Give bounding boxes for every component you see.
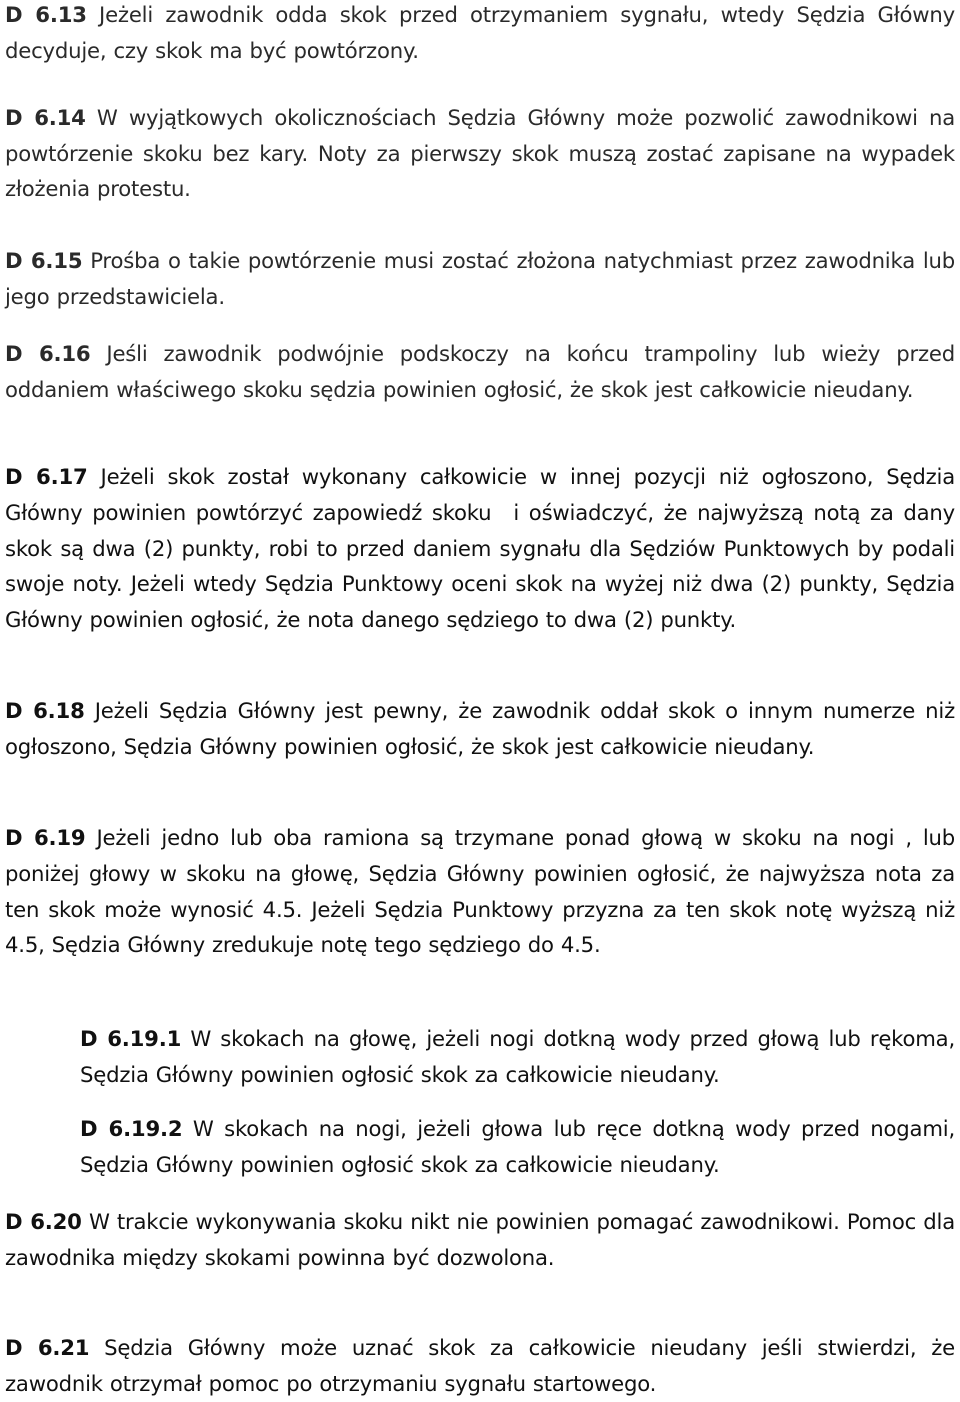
rule-text: W skokach na nogi, jeżeli głowa lub ręce dotkną wody przed nogami, Sędzia Główny powinien ogłosić skok za całkowicie nieudany. <box>80 1116 955 1177</box>
rule-d-6-19-1 <box>80 1021 955 1093</box>
rule-text: W skokach na głowę, jeżeli nogi dotkną wody przed głową lub rękoma, Sędzia Główny powinien ogłosić skok za całkowicie nieudany. <box>80 1026 956 1087</box>
rule-number: D 6.21 <box>5 1335 90 1360</box>
rule-number: D 6.19.1 <box>80 1026 182 1051</box>
rule-text: W wyjątkowych okolicznościach Sędzia Główny może pozwolić zawodnikowi na powtórzenie skoku bez kary. Noty za pierwszy skok muszą zostać zapisane na wypadek złożenia protestu. <box>5 105 955 201</box>
rule-text: Sędzia Główny może uznać skok za całkowicie nieudany jeśli stwierdzi, że zawodnik otrzymał pomoc po otrzymaniu sygnału startowego. <box>5 1335 955 1396</box>
rule-text: Prośba o takie powtórzenie musi zostać złożona natychmiast przez zawodnika lub jego przedstawiciela. <box>5 248 955 309</box>
rule-text: Jeżeli jedno lub oba ramiona są trzymane ponad głową w skoku na nogi , lub poniżej głowy w skoku na głowę, Sędzia Główny powinien ogłosić, że najwyższa nota za ten skok może wynosić 4.5. Jeżeli Sędzia Punktowy przyzna za ten skok notę wyższą niż 4.5, Sędzia Główny zredukuje notę tego sędziego do 4.5. <box>5 825 955 958</box>
rule-number: D 6.19 <box>5 825 86 850</box>
rule-d-6-13 <box>5 0 955 68</box>
rule-number: D 6.15 <box>5 248 83 273</box>
rule-d-6-15 <box>5 243 955 314</box>
rule-d-6-16 <box>5 336 955 407</box>
rule-d-6-19-2 <box>80 1111 955 1183</box>
rule-d-6-17 <box>5 459 955 638</box>
rule-number: D 6.18 <box>5 698 85 723</box>
rule-number: D 6.20 <box>5 1209 82 1234</box>
rule-text: Jeżeli zawodnik odda skok przed otrzymaniem sygnału, wtedy Sędzia Główny decyduje, czy skok ma być powtórzony. <box>5 2 955 63</box>
rule-d-6-21 <box>5 1330 955 1402</box>
rule-text: Jeśli zawodnik podwójnie podskoczy na końcu trampoliny lub wieży przed oddaniem właściwego skoku sędzia powinien ogłosić, że skok jest całkowicie nieudany. <box>5 341 955 402</box>
rule-text-continued: i oświadczyć, że najwyższą notą za dany skok są dwa (2) punkty, robi to przed daniem sygnału dla Sędziów Punktowych by podali swoje noty. Jeżeli wtedy Sędzia Punktowy oceni skok na wyżej niż dwa (2) punkty, Sędzia Główny powinien ogłosić, że nota danego sędziego to dwa (2) punkty. <box>5 499 955 633</box>
rule-number: D 6.14 <box>5 105 86 130</box>
rule-number: D 6.16 <box>5 341 91 366</box>
rule-number: D 6.13 <box>5 2 87 27</box>
rule-text: W trakcie wykonywania skoku nikt nie powinien pomagać zawodnikowi. Pomoc dla zawodnika między skokami powinna być dozwolona. <box>5 1209 955 1270</box>
rule-d-6-19 <box>5 820 955 963</box>
rule-d-6-18 <box>5 693 955 765</box>
rule-text: Jeżeli skok został wykonany całkowicie w innej pozycji niż ogłoszono, Sędzia Główny powinien powtórzyć zapowiedź skoku <box>5 464 955 525</box>
rule-number: D 6.17 <box>5 464 88 489</box>
rule-d-6-14 <box>5 100 955 207</box>
rule-number: D 6.19.2 <box>80 1116 183 1141</box>
rule-d-6-20 <box>5 1204 955 1276</box>
rule-text: Jeżeli Sędzia Główny jest pewny, że zawodnik oddał skok o innym numerze niż ogłoszono, Sędzia Główny powinien ogłosić, że skok jest całkowicie nieudany. <box>5 698 955 759</box>
